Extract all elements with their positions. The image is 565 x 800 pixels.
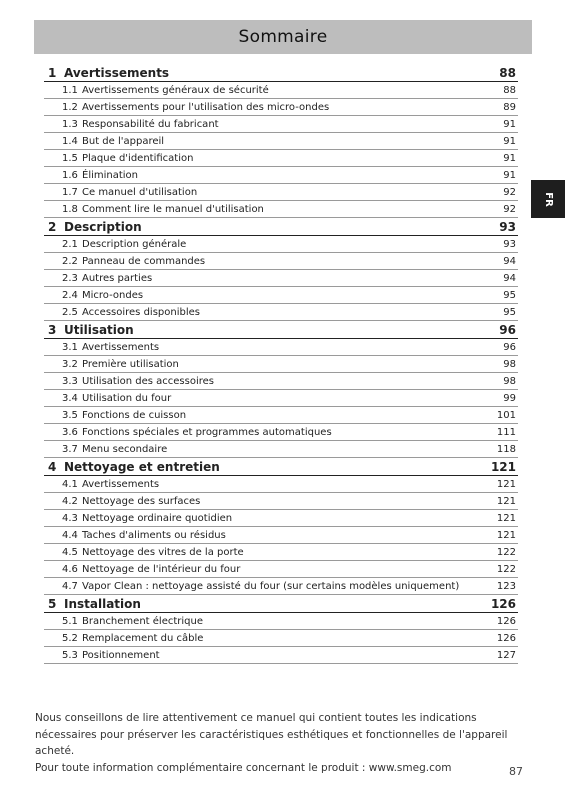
toc-entry-title: Avertissements bbox=[82, 478, 160, 490]
toc-entry bbox=[62, 170, 138, 181]
toc-section-title: Installation bbox=[64, 596, 141, 611]
toc-entry-row bbox=[44, 561, 518, 578]
toc-entry bbox=[62, 650, 160, 661]
toc-entry bbox=[62, 410, 186, 421]
footer-line-2: nécessaires pour préserver les caractéristiques esthétiques et fonctionnelles de l'appareil acheté. bbox=[35, 728, 508, 757]
toc-entry-row bbox=[44, 647, 518, 664]
toc-entry-row bbox=[44, 167, 518, 184]
toc-entry-title: Nettoyage des vitres de la porte bbox=[82, 546, 244, 558]
toc-entry-page: 121 bbox=[496, 495, 516, 507]
toc-entry-row bbox=[44, 424, 518, 441]
toc-entry bbox=[62, 633, 203, 644]
toc-entry bbox=[62, 136, 164, 147]
toc-entry-page: 121 bbox=[496, 529, 516, 541]
toc-entry-number: 4.2 bbox=[62, 495, 78, 507]
toc-entry bbox=[62, 85, 269, 96]
toc-entry-number: 1.4 bbox=[62, 135, 78, 147]
toc-section-page: 93 bbox=[499, 219, 516, 234]
toc-entry-page: 95 bbox=[503, 289, 516, 301]
toc-entry-row bbox=[44, 493, 518, 510]
toc-entry-page: 123 bbox=[496, 580, 516, 592]
toc-section-row bbox=[44, 595, 518, 613]
toc-entry-title: Avertissements généraux de sécurité bbox=[82, 84, 269, 96]
toc-entry-row bbox=[44, 390, 518, 407]
toc-entry-page: 98 bbox=[503, 358, 516, 370]
toc-entry-row bbox=[44, 304, 518, 321]
toc-entry bbox=[62, 581, 459, 592]
toc-entry-page: 89 bbox=[503, 101, 516, 113]
toc-entry-number: 1.7 bbox=[62, 186, 78, 198]
toc-entry bbox=[62, 102, 329, 113]
toc-entry-row bbox=[44, 201, 518, 218]
toc-entry-row bbox=[44, 270, 518, 287]
toc-entry-number: 5.3 bbox=[62, 649, 78, 661]
toc-entry-page: 91 bbox=[503, 135, 516, 147]
toc-section-heading bbox=[48, 220, 142, 234]
toc-entry-title: Branchement électrique bbox=[82, 615, 203, 627]
toc-entry-number: 4.4 bbox=[62, 529, 78, 541]
toc-entry bbox=[62, 307, 200, 318]
toc-entry-title: Ce manuel d'utilisation bbox=[82, 186, 198, 198]
toc-entry-title: Positionnement bbox=[82, 649, 160, 661]
toc-entry-number: 2.5 bbox=[62, 306, 78, 318]
toc-entry bbox=[62, 496, 200, 507]
toc-entry bbox=[62, 479, 159, 490]
toc-entry-page: 91 bbox=[503, 169, 516, 181]
toc-entry-number: 3.1 bbox=[62, 341, 78, 353]
toc-entry-number: 3.3 bbox=[62, 375, 78, 387]
toc-entry-row bbox=[44, 407, 518, 424]
language-tab bbox=[531, 180, 565, 218]
toc-entry-page: 96 bbox=[503, 341, 516, 353]
toc-entry-row bbox=[44, 476, 518, 493]
toc-entry-page: 99 bbox=[503, 392, 516, 404]
toc-entry-row bbox=[44, 527, 518, 544]
toc-entry-page: 126 bbox=[496, 632, 516, 644]
toc-entry-number: 4.5 bbox=[62, 546, 78, 558]
toc-entry-title: Fonctions spéciales et programmes automatiques bbox=[82, 426, 332, 438]
toc-entry-title: Nettoyage de l'intérieur du four bbox=[82, 563, 241, 575]
toc-entry-row bbox=[44, 339, 518, 356]
toc-entry-page: 126 bbox=[496, 615, 516, 627]
toc-entry-page: 91 bbox=[503, 118, 516, 130]
toc-entry bbox=[62, 187, 197, 198]
toc-section-page: 96 bbox=[499, 322, 516, 337]
toc-entry-number: 2.3 bbox=[62, 272, 78, 284]
toc-entry-row bbox=[44, 99, 518, 116]
toc-entry bbox=[62, 119, 219, 130]
toc-entry-page: 91 bbox=[503, 152, 516, 164]
toc-entry-number: 4.6 bbox=[62, 563, 78, 575]
toc-section-row bbox=[44, 458, 518, 476]
toc-entry bbox=[62, 547, 244, 558]
toc-entry-row bbox=[44, 116, 518, 133]
toc-entry-number: 1.6 bbox=[62, 169, 78, 181]
toc-entry-number: 1.8 bbox=[62, 203, 78, 215]
toc-entry-page: 93 bbox=[503, 238, 516, 250]
toc-entry bbox=[62, 359, 179, 370]
toc-entry-title: Accessoires disponibles bbox=[82, 306, 200, 318]
toc-entry-number: 2.1 bbox=[62, 238, 78, 250]
toc-entry-title: Vapor Clean : nettoyage assisté du four (sur certains modèles uniquement) bbox=[82, 580, 460, 592]
toc-section-number: 3 bbox=[48, 322, 57, 337]
toc-entry-page: 92 bbox=[503, 186, 516, 198]
toc-section-title: Avertissements bbox=[64, 65, 170, 80]
toc-section-title: Nettoyage et entretien bbox=[64, 459, 220, 474]
toc-entry-title: Fonctions de cuisson bbox=[82, 409, 187, 421]
toc-entry-title: But de l'appareil bbox=[82, 135, 165, 147]
toc-entry-row bbox=[44, 150, 518, 167]
toc-entry-page: 94 bbox=[503, 272, 516, 284]
toc-entry-row bbox=[44, 544, 518, 561]
toc-entry-number: 1.5 bbox=[62, 152, 78, 164]
toc-entry-number: 5.2 bbox=[62, 632, 78, 644]
toc-entry-title: Nettoyage ordinaire quotidien bbox=[82, 512, 233, 524]
toc-section-number: 5 bbox=[48, 596, 57, 611]
toc-section-number: 2 bbox=[48, 219, 57, 234]
toc-section-heading bbox=[48, 66, 169, 80]
toc-section-heading bbox=[48, 597, 141, 611]
toc-entry-title: Panneau de commandes bbox=[82, 255, 206, 267]
toc-entry bbox=[62, 290, 143, 301]
toc-entry bbox=[62, 427, 332, 438]
toc-entry-number: 1.1 bbox=[62, 84, 78, 96]
toc-entry-page: 121 bbox=[496, 512, 516, 524]
footer-line-3: Pour toute information complémentaire concernant le produit : www.smeg.com bbox=[35, 761, 452, 774]
toc-entry-page: 101 bbox=[496, 409, 516, 421]
toc-section-number: 4 bbox=[48, 459, 57, 474]
toc-entry-row bbox=[44, 184, 518, 201]
toc-entry-row bbox=[44, 373, 518, 390]
toc-entry-number: 1.2 bbox=[62, 101, 78, 113]
toc-section-heading bbox=[48, 460, 220, 474]
toc-entry bbox=[62, 444, 167, 455]
toc-entry-number: 4.1 bbox=[62, 478, 78, 490]
toc-entry-page: 111 bbox=[496, 426, 516, 438]
toc-entry bbox=[62, 530, 226, 541]
toc-entry-page: 94 bbox=[503, 255, 516, 267]
toc-entry-title: Description générale bbox=[82, 238, 187, 250]
toc-entry-title: Avertissements pour l'utilisation des micro-ondes bbox=[82, 101, 330, 113]
toc-entry-row bbox=[44, 82, 518, 99]
toc-entry-title: Micro-ondes bbox=[82, 289, 144, 301]
toc-entry bbox=[62, 376, 214, 387]
toc-entry-row bbox=[44, 510, 518, 527]
toc-entry-number: 2.2 bbox=[62, 255, 78, 267]
toc-entry-row bbox=[44, 253, 518, 270]
footer-note bbox=[35, 710, 535, 776]
toc-section-title: Description bbox=[64, 219, 142, 234]
toc-entry-number: 2.4 bbox=[62, 289, 78, 301]
toc-entry bbox=[62, 513, 232, 524]
toc-entry bbox=[62, 342, 159, 353]
toc-entry-title: Taches d'aliments ou résidus bbox=[82, 529, 226, 541]
toc-section-row bbox=[44, 218, 518, 236]
toc-entry-page: 121 bbox=[496, 478, 516, 490]
toc-entry-number: 3.7 bbox=[62, 443, 78, 455]
toc-section-page: 126 bbox=[490, 596, 516, 611]
toc-entry-page: 92 bbox=[503, 203, 516, 215]
toc-entry-title: Autres parties bbox=[82, 272, 153, 284]
toc-entry-number: 3.5 bbox=[62, 409, 78, 421]
toc-entry-page: 122 bbox=[496, 546, 516, 558]
toc-entry bbox=[62, 239, 186, 250]
toc-section-heading bbox=[48, 323, 134, 337]
title-bar bbox=[34, 20, 532, 54]
toc-entry-title: Responsabilité du fabricant bbox=[82, 118, 219, 130]
toc-entry bbox=[62, 564, 240, 575]
toc-entry-title: Remplacement du câble bbox=[82, 632, 204, 644]
toc-entry-row bbox=[44, 287, 518, 304]
page-title: Sommaire bbox=[238, 27, 328, 47]
toc-entry-title: Utilisation des accessoires bbox=[82, 375, 214, 387]
toc-entry bbox=[62, 153, 193, 164]
toc-entry bbox=[62, 204, 264, 215]
toc-entry-title: Menu secondaire bbox=[82, 443, 168, 455]
toc-entry-page: 95 bbox=[503, 306, 516, 318]
toc-entry-row bbox=[44, 578, 518, 595]
toc-entry-row bbox=[44, 613, 518, 630]
toc-section-page: 121 bbox=[490, 459, 516, 474]
toc-section-page: 88 bbox=[499, 65, 516, 80]
toc-entry-row bbox=[44, 236, 518, 253]
toc-entry-number: 3.2 bbox=[62, 358, 78, 370]
toc-entry-row bbox=[44, 630, 518, 647]
toc-entry-number: 3.6 bbox=[62, 426, 78, 438]
footer-line-1: Nous conseillons de lire attentivement ce manuel qui contient toutes les indications bbox=[35, 712, 477, 724]
toc-entry-row bbox=[44, 441, 518, 458]
toc-entry bbox=[62, 273, 152, 284]
toc-entry-row bbox=[44, 133, 518, 150]
toc-entry-title: Utilisation du four bbox=[82, 392, 172, 404]
toc-entry-title: Comment lire le manuel d'utilisation bbox=[82, 203, 264, 215]
toc-entry-page: 118 bbox=[496, 443, 516, 455]
toc-entry-title: Avertissements bbox=[82, 341, 160, 353]
toc-entry-title: Première utilisation bbox=[82, 358, 179, 370]
toc-entry-page: 127 bbox=[496, 649, 516, 661]
toc-entry bbox=[62, 256, 205, 267]
toc-section-row bbox=[44, 321, 518, 339]
toc-entry-number: 5.1 bbox=[62, 615, 78, 627]
toc-section-number: 1 bbox=[48, 65, 57, 80]
toc-entry-page: 122 bbox=[496, 563, 516, 575]
toc-section-title: Utilisation bbox=[64, 322, 134, 337]
toc-entry-title: Nettoyage des surfaces bbox=[82, 495, 201, 507]
toc-entry-number: 4.3 bbox=[62, 512, 78, 524]
toc-entry bbox=[62, 616, 203, 627]
toc-entry-row bbox=[44, 356, 518, 373]
toc-entry-number: 4.7 bbox=[62, 580, 78, 592]
toc-entry-title: Élimination bbox=[82, 169, 139, 181]
page-number: 87 bbox=[509, 765, 523, 778]
toc-entry-number: 1.3 bbox=[62, 118, 78, 130]
toc-entry bbox=[62, 393, 171, 404]
toc-section-row bbox=[44, 64, 518, 82]
toc-entry-page: 98 bbox=[503, 375, 516, 387]
toc-entry-page: 88 bbox=[503, 84, 516, 96]
toc-entry-number: 3.4 bbox=[62, 392, 78, 404]
language-tab-label: FR bbox=[542, 191, 554, 207]
toc-entry-title: Plaque d'identification bbox=[82, 152, 194, 164]
table-of-contents bbox=[44, 64, 518, 664]
